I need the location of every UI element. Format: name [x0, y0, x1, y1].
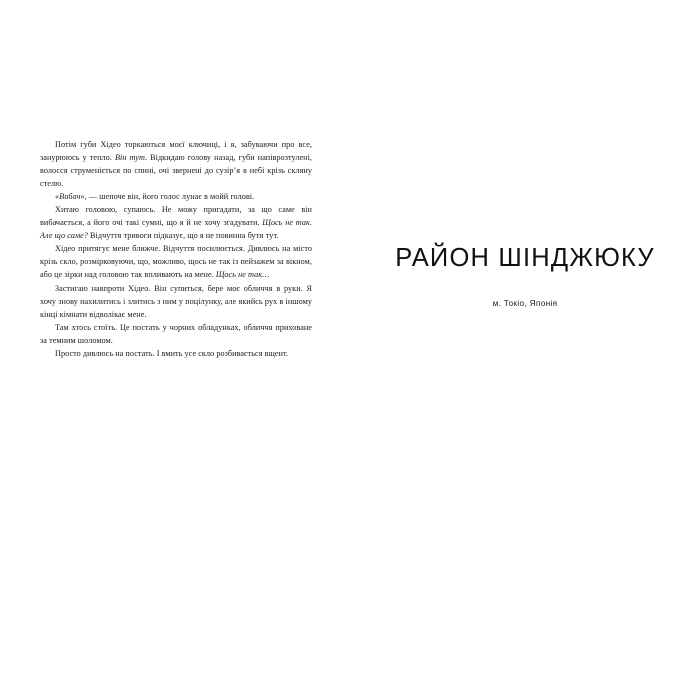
paragraph: Застигаю навпроти Хідео. Він супиться, бере моє обличчя в руки. Я хочу знову нахилитись і злитись з ним у поцілунку, але якийсь рух в іншому кінці кімнати відволікає мене. [40, 283, 312, 319]
paragraph: Там хтось стоїть. Це постать у чорних обладунках, обличчя приховане за темним шоломом. [40, 322, 312, 345]
paragraph: «Вибач», — шепоче він, його голос лунає в мойй голові. [55, 192, 255, 202]
paragraph: Хідео притягує мене ближче. Відчуття посилюється. Дивлюсь на місто крізь скло, розмірковуючи, що, можливо, щось не так із пейзажем за вікном, або це зірки над головою так впливають на мене. Щось не так… [40, 244, 312, 280]
paragraph: Потім губи Хідео торкаються моєї ключиці, і я, забуваючи про все, занурююсь у тепло. Він тут. Відкидаю голову назад, губи напіврозтулені, волосся струменіється по спині, очі звернені до сузір’я в небі крізь скляну стелю. [40, 140, 313, 189]
chapter-opener [350, 244, 700, 308]
chapter-subtitle: м. Токіо, Японія [492, 298, 558, 309]
right-page [350, 0, 700, 700]
paragraph: Хитаю головою, супаюсь. Не можу пригадати, за що саме він вибачається, а його очі такі сумні, що я й не хочу згадувати. Щось не так. Але що саме? Відчуття тривоги підказує, що я не повинна бути тут. [40, 205, 312, 241]
chapter-title: РАЙОН ШІНДЖЮКУ [395, 244, 655, 272]
body-text-block [40, 138, 312, 360]
paragraph: Просто дивлюсь на постать. І вмить усе скло розбивається вщент. [55, 348, 289, 358]
